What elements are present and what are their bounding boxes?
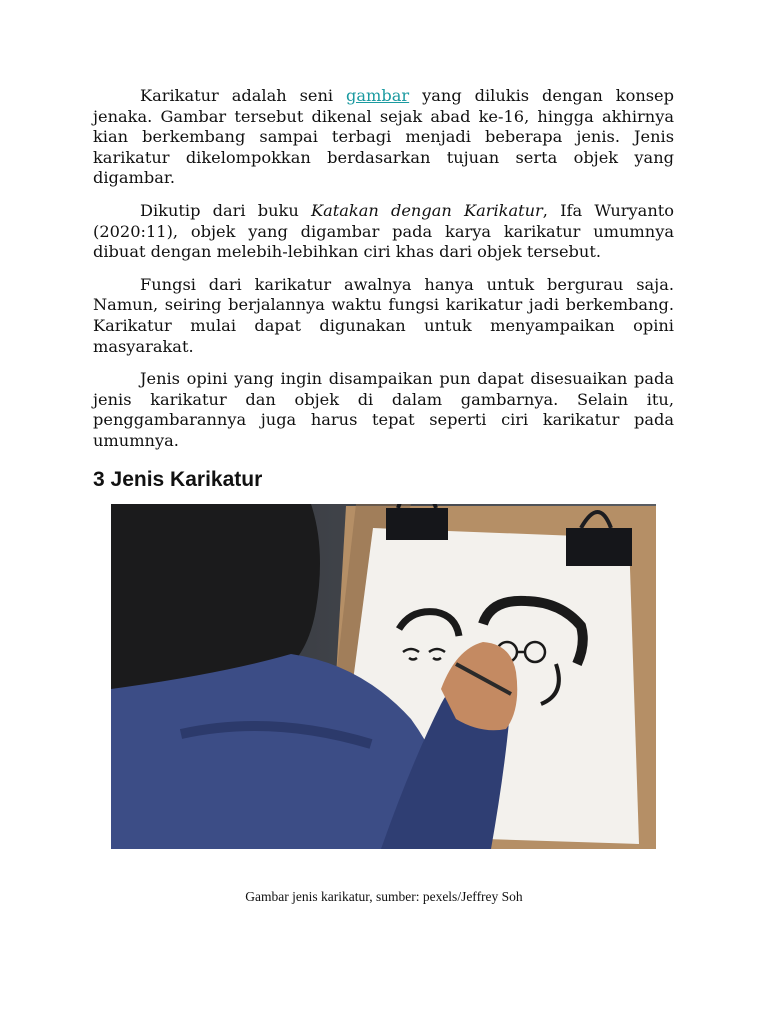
- image-caption: Gambar jenis karikatur, sumber: pexels/Jeffrey Soh: [245, 889, 523, 904]
- paragraph-3: Fungsi dari karikatur awalnya hanya untuk bergurau saja. Namun, seiring berjalannya waktu fungsi karikatur jadi berkembang. Karikatur mulai dapat digunakan untuk menyampaikan opini masyarakat.: [93, 274, 674, 356]
- paragraph-1-text-end: yang dilukis dengan konsep jenaka. Gambar tersebut dikenal sejak abad ke-16, hingga akhirnya kian berkembang sampai terbagi menjadi beberapa jenis. Jenis karikatur dikelompokkan berdasarkan tujuan serta objek yang digambar.: [93, 86, 674, 188]
- section-heading: 3 Jenis Karikatur: [93, 468, 263, 491]
- caricature-photo: [111, 504, 656, 849]
- paragraph-2-text-start: Dikutip dari buku: [140, 200, 311, 220]
- paragraph-1-text-start: Karikatur adalah seni: [140, 86, 347, 105]
- paragraph-2-text-end: , Ifa Wuryanto (2020:11), objek yang digambar pada karya karikatur umumnya dibuat dengan melebih-lebihkan ciri khas dari objek tersebut.: [93, 200, 675, 262]
- paragraph-2: [93, 201, 674, 263]
- book-title: Katakan dengan Karikatur: [311, 200, 543, 220]
- paragraph-4: Jenis opini yang ingin disampaikan pun dapat disesuaikan pada jenis karikatur dan objek di dalam gambarnya. Selain itu, penggambarannya juga harus tepat seperti ciri karikatur pada umumnya.: [93, 369, 674, 450]
- article-body: [93, 86, 674, 464]
- gambar-link[interactable]: gambar: [346, 86, 410, 105]
- binder-clip-left: [386, 504, 448, 540]
- paragraph-1: [93, 86, 674, 189]
- caricature-illustration: [111, 504, 656, 849]
